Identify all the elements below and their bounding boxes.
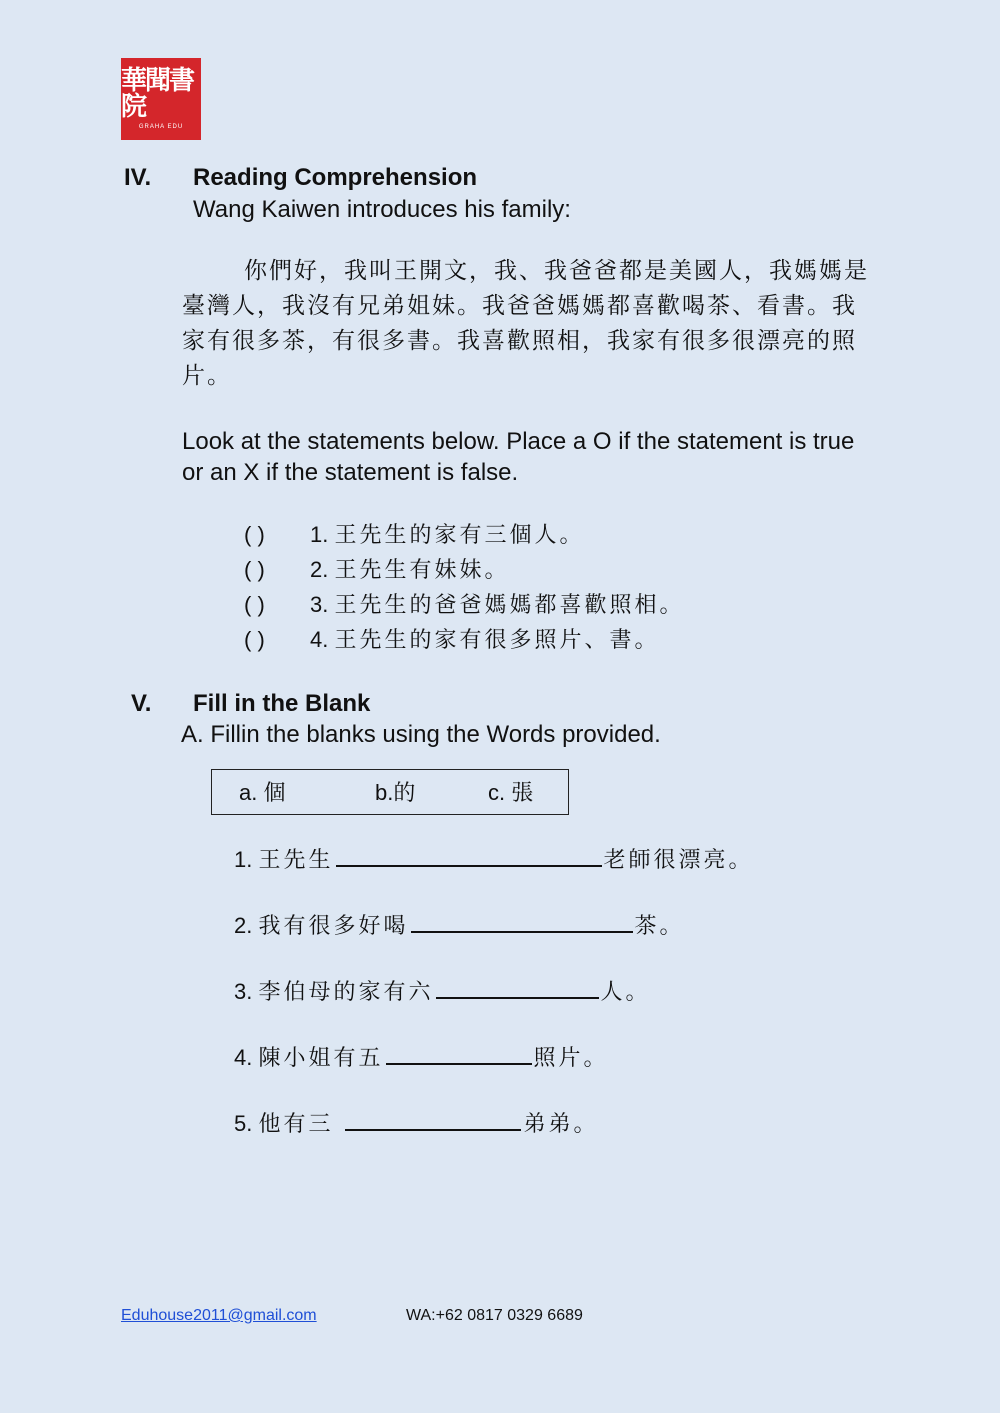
fill-item-5: 5. 他有三 弟弟。 (234, 1111, 599, 1137)
blank-line[interactable] (336, 845, 602, 867)
section-v-title: Fill in the Blank (193, 690, 371, 717)
word-option-a: a. 個 (239, 780, 286, 806)
statement-3: ( ) 3. 王先生的爸爸媽媽都喜歡照相。 (244, 588, 685, 622)
blank-line[interactable] (386, 1043, 532, 1065)
instruction-text: Look at the statements below. Place a O if the statement is true or an X if the statement is false. (182, 428, 855, 486)
logo-glyphs: 華聞書院 (121, 66, 194, 122)
footer-whatsapp: WA:+62 0817 0329 6689 (406, 1307, 583, 1324)
footer-email-link[interactable]: Eduhouse2011@gmail.com (121, 1307, 317, 1324)
statement-4: ( ) 4. 王先生的家有很多照片、書。 (244, 623, 660, 657)
fill-item-2: 2. 我有很多好喝 茶。 (234, 913, 685, 939)
word-option-b: b.的 (375, 780, 416, 806)
section-iv-number: IV. (124, 164, 152, 191)
statement-2: ( ) 2. 王先生有妹妹。 (244, 553, 510, 587)
logo (121, 58, 201, 140)
word-bank (211, 769, 569, 815)
blank-line[interactable] (411, 911, 633, 933)
section-iv-title: Reading Comprehension (193, 164, 478, 191)
fill-item-3: 3. 李伯母的家有六 人。 (234, 979, 651, 1005)
answer-paren[interactable]: ( ) (244, 557, 265, 582)
reading-passage: 你們好，我叫王開文，我、我爸爸都是美國人，我媽媽是臺灣人，我沒有兄弟姐妹。我爸爸媽媽都喜歡喝茶、看書。我家有很多茶，有很多書。我喜歡照相，我家有很多很漂亮的照片。 (182, 258, 869, 389)
fill-item-4: 4. 陳小姐有五 照片。 (234, 1045, 609, 1071)
word-option-c: c. 張 (488, 780, 534, 806)
logo-caption: GRAHA EDU (138, 124, 184, 130)
fill-item-1: 1. 王先生 老師很漂亮。 (234, 847, 754, 873)
blank-line[interactable] (436, 977, 599, 999)
statement-1: ( ) 1. 王先生的家有三個人。 (244, 518, 585, 552)
blank-line[interactable] (345, 1109, 521, 1131)
answer-paren[interactable]: ( ) (244, 592, 265, 617)
answer-paren[interactable]: ( ) (244, 522, 265, 547)
section-iv-subtitle: Wang Kaiwen introduces his family: (193, 196, 571, 223)
section-v-subtitle: A. Fillin the blanks using the Words provided. (181, 721, 661, 748)
answer-paren[interactable]: ( ) (244, 627, 265, 652)
section-v-number: V. (131, 690, 152, 717)
